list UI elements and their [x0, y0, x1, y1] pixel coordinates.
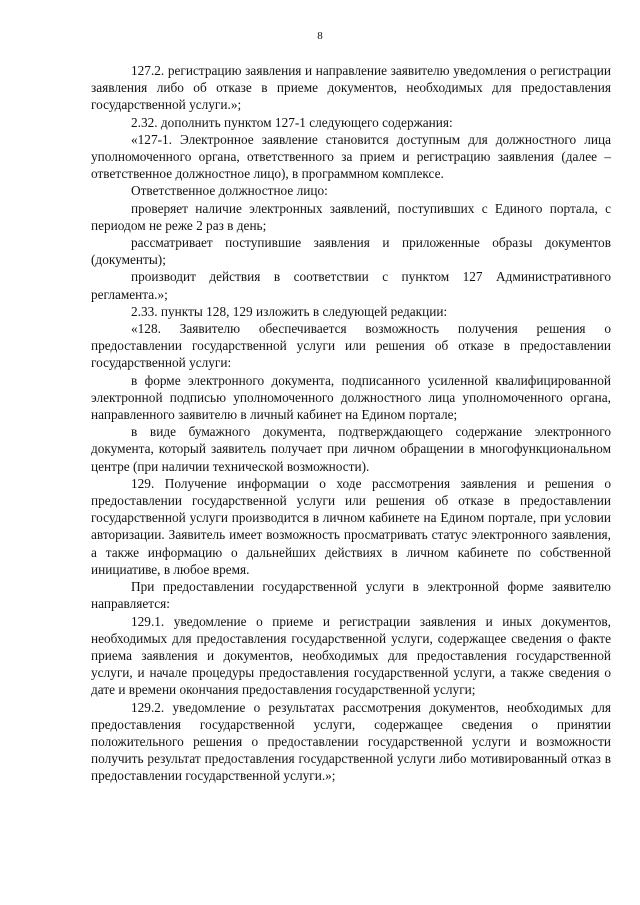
- paragraph-2-32: 2.32. дополнить пунктом 127-1 следующего содержания:: [131, 114, 453, 130]
- page-number: 8: [317, 30, 323, 42]
- paragraph-129: 129. Получение информации о ходе рассмотрения заявления и решения о предоставлении государственной услуги или решения об отказе в предоставлении государственной услуги производится в личном кабинете на Едином портале, при условии авторизации. Заявитель имеет возможность просматривать статус электронного заявления, а также информацию о дальнейших действиях в личном кабинете по собственной инициативе, в любое время.: [91, 475, 611, 577]
- paragraph-checks-applications: проверяет наличие электронных заявлений, поступивших с Единого портала, с периодом не реже 2 раз в день;: [91, 200, 611, 233]
- paragraph-performs-actions: производит действия в соответствии с пунктом 127 Административного регламента.»;: [91, 269, 611, 302]
- paragraph-paper-document: в виде бумажного документа, подтверждающего содержание электронного документа, который заявитель получает при личном обращении в многофункциональном центре (при наличии технической возможности).: [91, 424, 611, 474]
- paragraph-responsible-official: Ответственное должностное лицо:: [131, 183, 328, 199]
- paragraph-2-33: 2.33. пункты 128, 129 изложить в следующей редакции:: [131, 303, 448, 319]
- paragraph-129-1: 129.1. уведомление о приеме и регистрации заявления и иных документов, необходимых для предоставления государственной услуги, содержащее сведения о факте приема заявления и документов, необходимых для предоставления государственной услуги, и начале процедуры предоставления государственной услуги, а также сведения о дате и времени окончания предоставления государственной услуги;: [91, 613, 611, 698]
- paragraph-129-2: 129.2. уведомление о результатах рассмотрения документов, необходимых для предоставления государственной услуги, содержащее сведения о принятии положительного решения о предоставлении государственной услуги и возможности получить результат предоставления государственной услуги либо мотивированный отказ в предоставлении государственной услуги.»;: [91, 699, 611, 784]
- paragraph-electronic-document: в форме электронного документа, подписанного усиленной квалифицированной электронной подписью уполномоченного должностного лица уполномоченного органа, направленного заявителю в личный кабинет на Едином портале;: [91, 372, 611, 423]
- paragraph-127-2: 127.2. регистрацию заявления и направление заявителю уведомления о регистрации заявления либо об отказе в приеме документов, необходимых для предоставления государственной услуги.»;: [91, 63, 611, 113]
- paragraph-128: «128. Заявителю обеспечивается возможность получения решения о предоставлении государственной услуги или решения об отказе в предоставлении государственной услуги:: [91, 321, 611, 371]
- paragraph-electronic-form: При предоставлении государственной услуги в электронной форме заявителю направляется:: [91, 579, 611, 612]
- paragraph-reviews-applications: рассматривает поступившие заявления и приложенные образы документов (документы);: [91, 235, 611, 268]
- paragraph-127-1: «127-1. Электронное заявление становится доступным для должностного лица уполномоченного органа, ответственного за прием и регистрацию заявления (далее – ответственное должностное лицо), в программном комплексе.: [91, 131, 611, 182]
- document-body: [91, 62, 611, 785]
